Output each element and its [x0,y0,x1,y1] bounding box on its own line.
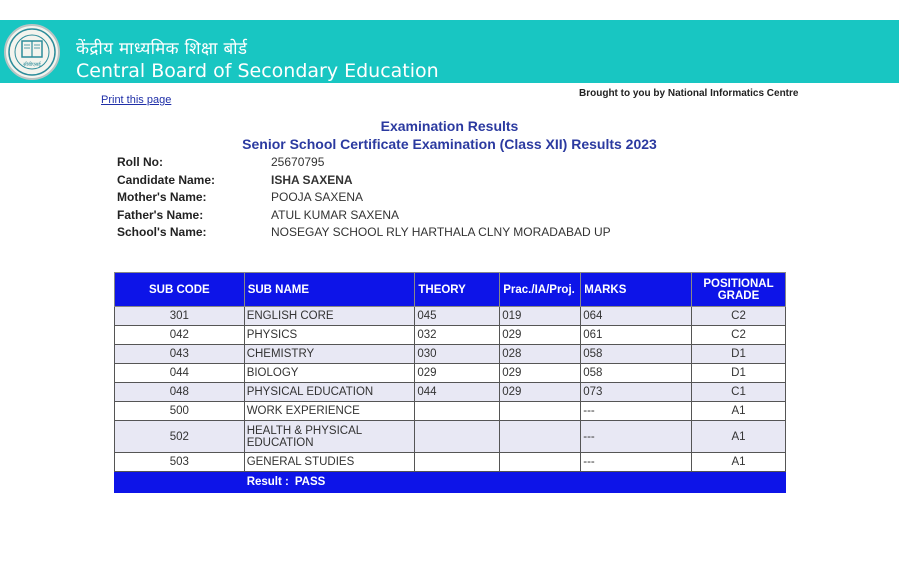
header-positional-grade: POSITIONAL GRADE [692,273,786,307]
info-label: Candidate Name: [117,172,216,187]
info-label: Father's Name: [117,207,204,222]
table-row [115,453,786,472]
site-header [0,20,899,83]
practical-cell: 029 [500,326,581,345]
practical-cell: 028 [500,345,581,364]
info-label: Mother's Name: [117,190,207,204]
sub-name-cell: CHEMISTRY [244,345,415,364]
theory-cell: 032 [415,326,500,345]
logo-text: सीबीएसई [23,62,41,68]
hindi-title: केंद्रीय माध्यमिक शिक्षा बोर्ड [76,39,248,59]
header-sub-name: SUB NAME [244,273,415,307]
result-row [115,472,786,493]
sub-code-cell: 043 [115,345,245,364]
english-title: Central Board of Secondary Education [76,60,439,82]
sub-name-cell: ENGLISH CORE [244,307,415,326]
header-practical: Prac./IA/Proj. [500,273,581,307]
sub-name-cell: HEALTH & PHYSICAL EDUCATION [244,421,415,453]
theory-cell [415,402,500,421]
info-value: NOSEGAY SCHOOL RLY HARTHALA CLNY MORADABAD UP [271,225,611,239]
info-value: ATUL KUMAR SAXENA [271,207,400,222]
sub-name-cell: PHYSICS [244,326,415,345]
site-url[interactable]: http://cbseresults.nic.in [696,0,885,16]
sub-code-cell: 503 [115,453,245,472]
table-row [115,402,786,421]
header-theory: THEORY [415,273,500,307]
grade-cell: A1 [692,402,786,421]
marks-cell: 073 [581,383,692,402]
grade-cell: D1 [692,364,786,383]
marks-cell: 058 [581,345,692,364]
page-title: Examination Results [380,118,519,134]
theory-cell [415,453,500,472]
marks-cell: --- [581,453,692,472]
marks-cell: 058 [581,364,692,383]
cbse-logo [4,24,60,80]
cbse-emblem-icon [6,26,58,78]
marks-table [114,272,786,493]
theory-cell: 044 [415,383,500,402]
grade-cell: C1 [692,383,786,402]
sub-name-cell: BIOLOGY [244,364,415,383]
sub-code-cell: 500 [115,402,245,421]
print-page-link[interactable]: Print this page [101,94,172,106]
table-row [115,383,786,402]
table-row [115,326,786,345]
sub-code-cell: 301 [115,307,245,326]
theory-cell: 030 [415,345,500,364]
table-row [115,421,786,453]
practical-cell [500,421,581,453]
info-value: POOJA SAXENA [271,190,364,204]
marks-cell: --- [581,421,692,453]
info-value: 25670795 [271,155,325,169]
practical-cell: 029 [500,383,581,402]
practical-cell [500,453,581,472]
table-header-row [115,273,786,307]
theory-cell: 029 [415,364,500,383]
grade-cell: A1 [692,421,786,453]
sub-code-cell: 048 [115,383,245,402]
brought-by-text: Brought to you by National Informatics Centre [579,88,799,99]
sub-name-cell: WORK EXPERIENCE [244,402,415,421]
practical-cell: 019 [500,307,581,326]
info-label: Roll No: [117,155,163,169]
table-row [115,364,786,383]
grade-cell: A1 [692,453,786,472]
sub-name-cell: PHYSICAL EDUCATION [244,383,415,402]
sub-code-cell: 042 [115,326,245,345]
result-value: PASS [294,476,326,488]
result-label: Result : [246,476,289,488]
header-sub-code: SUB CODE [115,273,245,307]
sub-code-cell: 044 [115,364,245,383]
grade-cell: C2 [692,307,786,326]
marks-cell: 064 [581,307,692,326]
result-cell [244,472,785,493]
result-spacer [115,472,245,493]
sub-name-cell: GENERAL STUDIES [244,453,415,472]
marks-cell: --- [581,402,692,421]
table-row [115,307,786,326]
practical-cell [500,402,581,421]
info-value: ISHA SAXENA [271,172,353,187]
info-label: School's Name: [117,225,207,239]
exam-subtitle: Senior School Certificate Examination (Class XII) Results 2023 [242,136,657,152]
theory-cell [415,421,500,453]
theory-cell: 045 [415,307,500,326]
header-marks: MARKS [581,273,692,307]
sub-code-cell: 502 [115,421,245,453]
table-row [115,345,786,364]
grade-cell: D1 [692,345,786,364]
practical-cell: 029 [500,364,581,383]
marks-cell: 061 [581,326,692,345]
grade-cell: C2 [692,326,786,345]
